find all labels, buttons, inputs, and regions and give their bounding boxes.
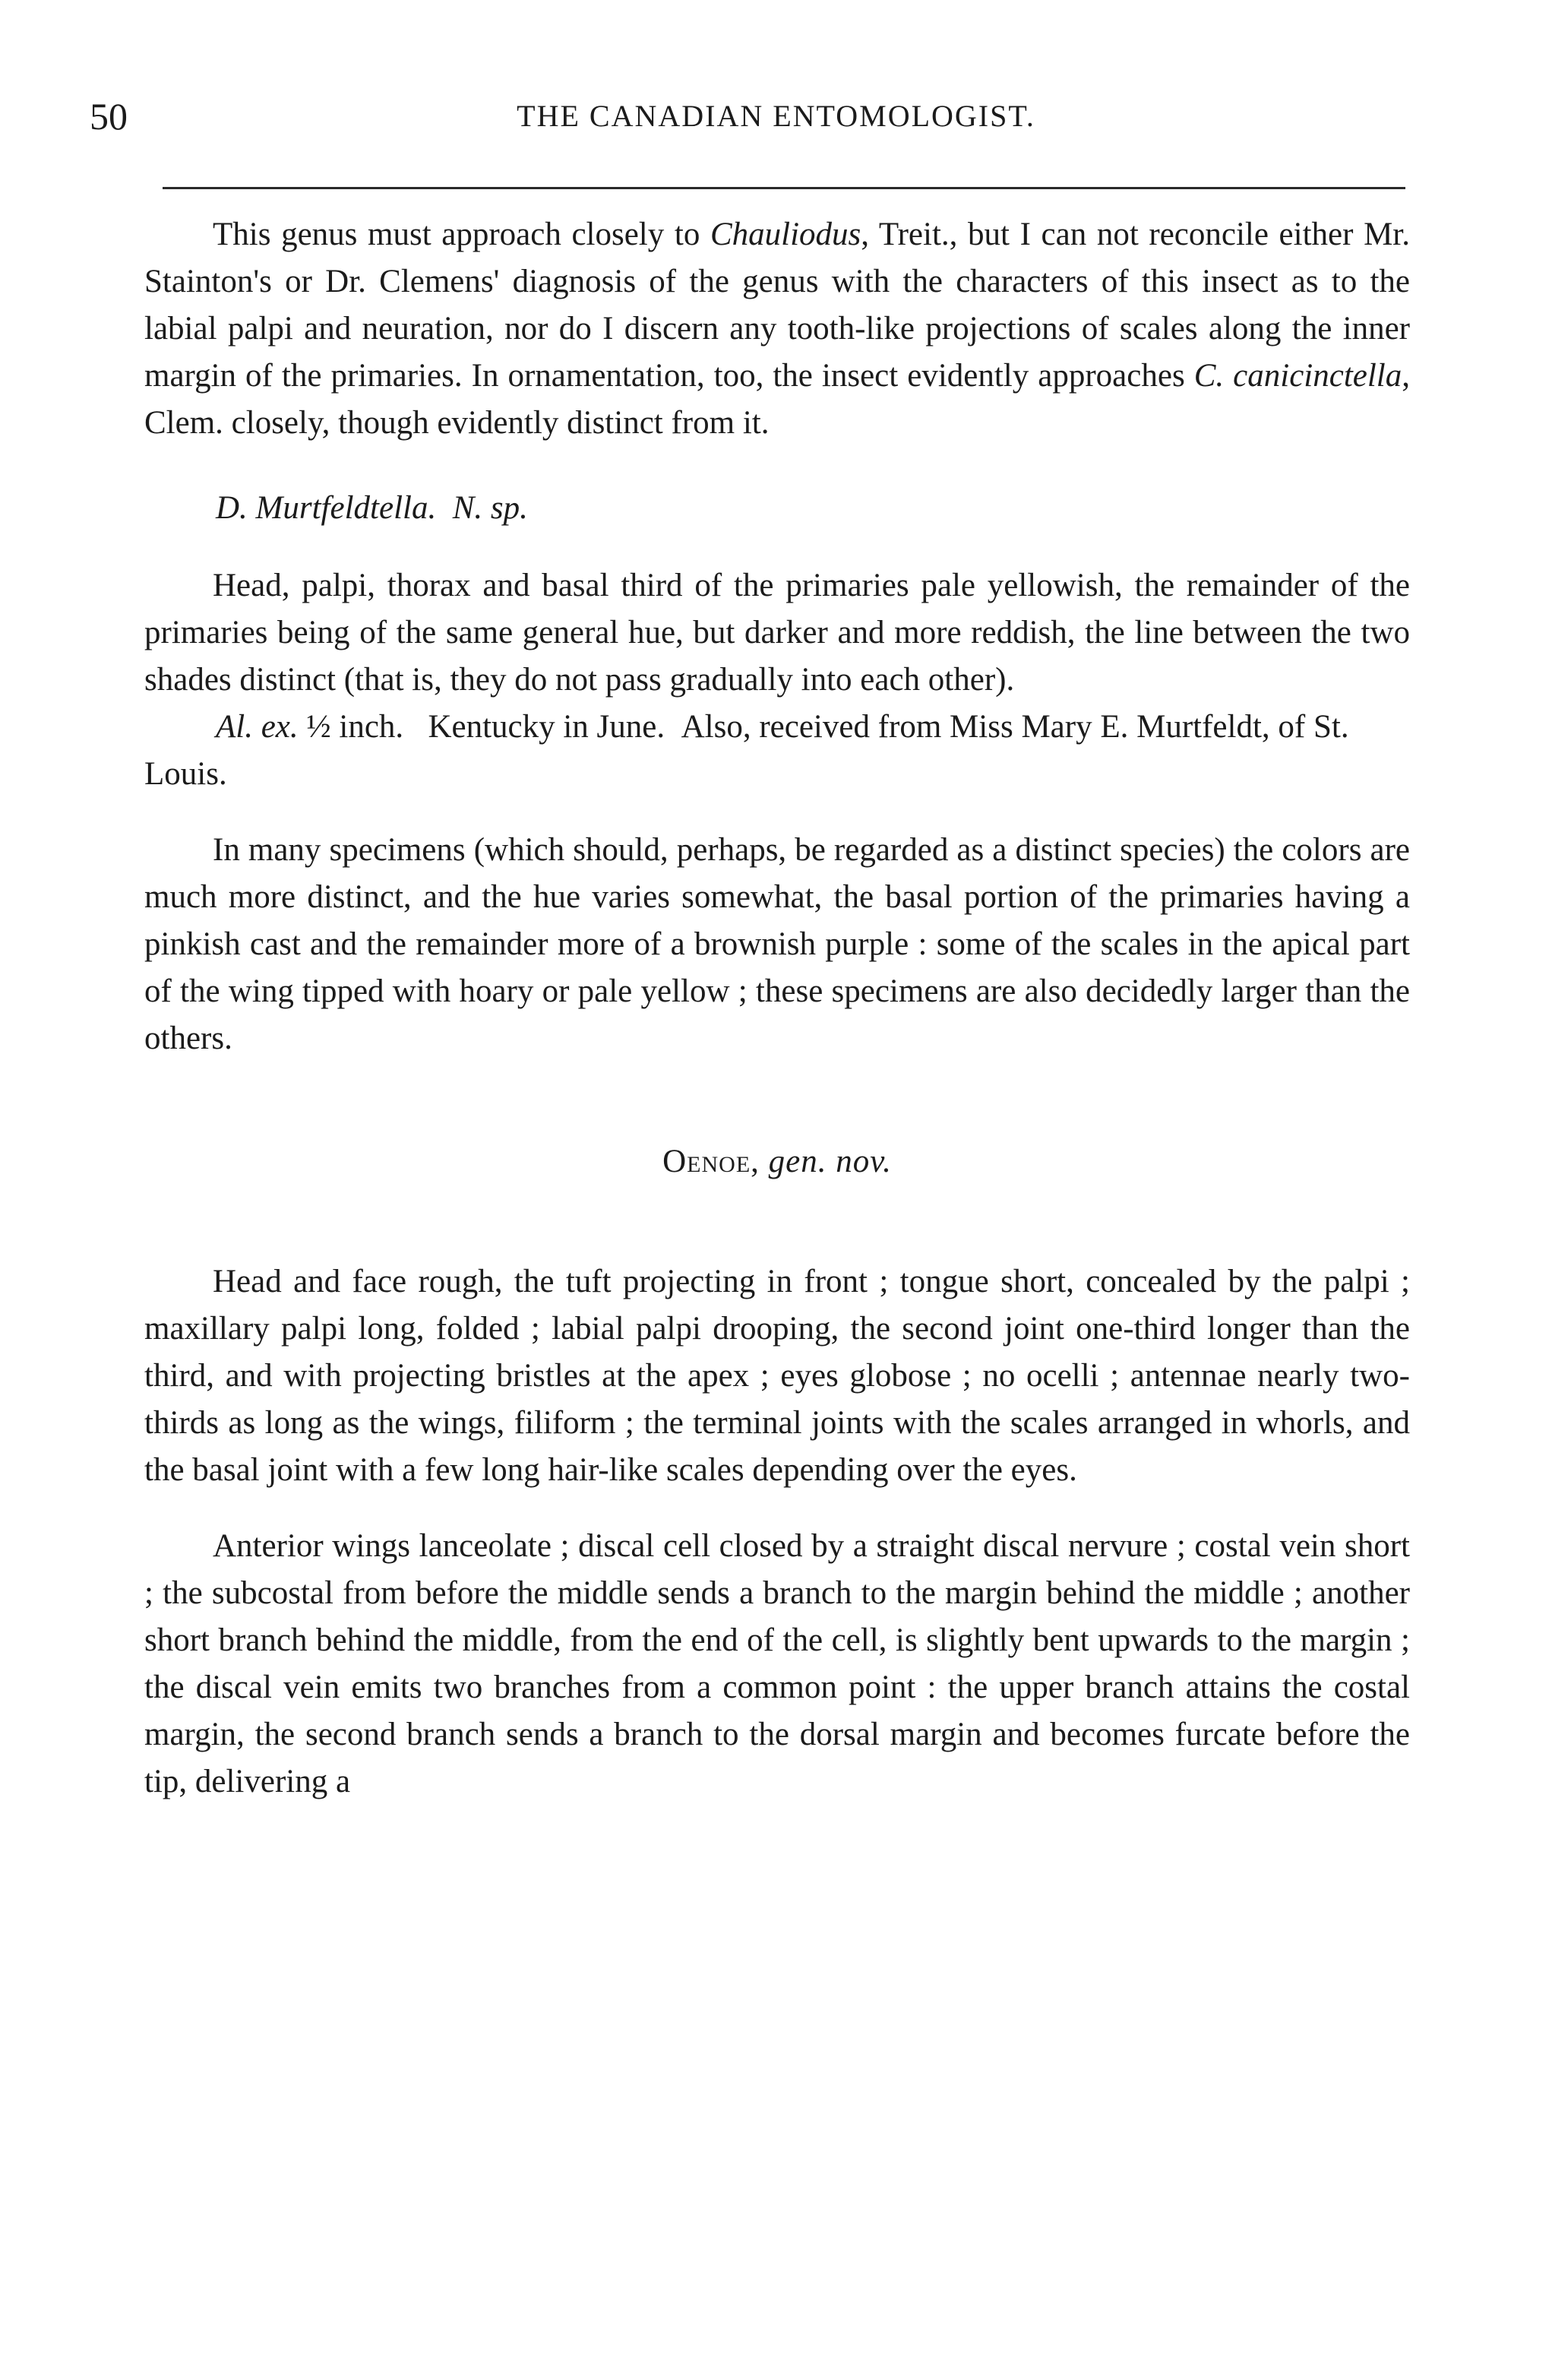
text-run: , Clem. closely, though evidently distinct from it. — [144, 358, 1410, 441]
text-run: , Treit., but I can not reconcile either Mr. Stainton's or Dr. Clemens' diagnosis of the genus with the characters of this insect as to the labial palpi and neuration, nor do I discern any tooth-like projections of scales along the inner margin of the primaries. In ornamentation, too, the insect evidently approaches — [144, 217, 1410, 394]
alar-expanse-value: ½ inch. — [306, 709, 404, 745]
genus-name-italic: Chauliodus — [710, 217, 861, 252]
page-number: 50 — [90, 95, 128, 138]
locality: Kentucky in June. — [428, 709, 665, 745]
genus-heading — [144, 1138, 1410, 1185]
genus-name: Oenoe, — [662, 1144, 760, 1179]
species-status: N. sp. — [452, 490, 528, 526]
paragraph-description: Head, palpi, thorax and basal third of the primaries pale yellowish, the remainder of the primaries being of the same general hue, but darker and more reddish, the line between the two shades distinct (that is, they do not pass gradually into each other). — [144, 568, 1410, 698]
collector-note: Also, received from Miss Mary E. Murtfeldt, of St. Louis. — [144, 709, 1349, 792]
body-text — [144, 211, 1410, 1806]
running-title: THE CANADIAN ENTOMOLOGIST. — [517, 99, 1035, 133]
measurement-line — [144, 704, 1410, 798]
page-header — [0, 90, 1552, 143]
alar-expanse-label: Al. ex. — [216, 709, 299, 745]
paragraph-head-characters: Head and face rough, the tuft projecting in front ; tongue short, concealed by the palpi ; maxillary palpi long, folded ; labial palpi drooping, the second joint one-third longer than the third, and with projecting bristles at the apex ; eyes globose ; no ocelli ; antennae nearly two-thirds as long as the wings, filiform ; the terminal joints with the scales arranged in whorls, and the basal joint with a few long hair-like scales depending over the eyes. — [144, 1264, 1410, 1488]
species-name-italic: C. canicinctella — [1193, 358, 1402, 394]
header-rule — [163, 187, 1405, 189]
paragraph-wing-characters: Anterior wings lanceolate ; discal cell closed by a straight discal nervure ; costal vein short ; the subcostal from before the middle sends a branch to the margin behind the middle ; another short branch behind the middle, from the end of the cell, is slightly bent upwards to the margin ; the discal vein emits two branches from a common point : the upper branch attains the costal margin, the second branch sends a branch to the dorsal margin and becomes furcate before the tip, delivering a — [144, 1528, 1410, 1799]
genus-status: gen. nov. — [768, 1144, 892, 1179]
paragraph-variation: In many specimens (which should, perhaps, be regarded as a distinct species) the colors are much more distinct, and the hue varies somewhat, the basal portion of the primaries having a pinkish cast and the remainder more of a brownish purple : some of the scales in the apical part of the wing tipped with hoary or pale yellow ; these specimens are also decidedly larger than the others. — [144, 832, 1410, 1056]
paragraph-genus-comparison — [144, 211, 1410, 447]
text-run: This genus must approach closely to — [213, 217, 710, 252]
species-heading — [144, 485, 1410, 532]
species-name: D. Murtfeldtella. — [216, 490, 437, 526]
